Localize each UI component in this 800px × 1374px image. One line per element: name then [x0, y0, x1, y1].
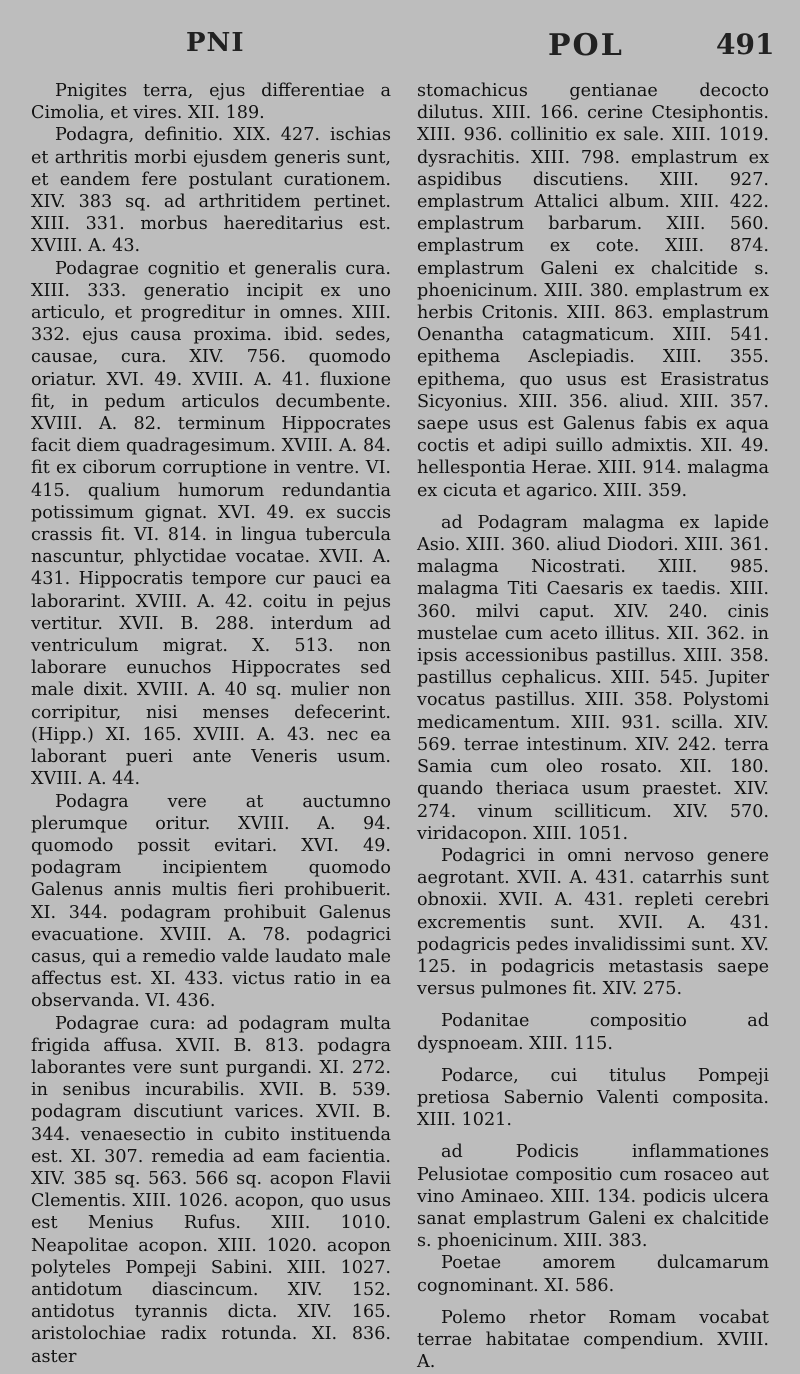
entry-podagrae-cognitio: Podagrae cognitio et generalis cura. XIII. 333. generatio incipit ex uno articulo, et progreditur in omnes. XIII. 332. ejus causa proxima. ibid. sedes, causae, cura. XIV. 756. quomodo oriatur. XVI. 49. XVIII. A. 41. fluxione fit, in pedum articulos decumbente. XVIII. A. 82. terminum Hippocrates facit diem quadragesimum. XVIII. A. 84. fit ex ciborum corruptione in ventre. VI. 415. qualium humorum redundantia potissimum gignat. XVI. 49. ex succis crassis fit. VI. 814. in lingua tubercula nascuntur, phlyctidae vocatae. XVII. A. 431. Hippocratis tempore cur pauci ea laborarint. XVIII. A. 42. coitu in pejus vertitur. XVII. B. 288. interdum ad ventriculum migrat. X. 513. non laborare eunuchos Hippocrates sed male dixit. XVIII. A. 40 sq. mulier non corripitur, nisi menses defecerint. (Hipp.) XI. 165. XVIII. A. 43. nec ea laborant pueri ante Veneris usum. XVIII. A. 44. [31, 258, 391, 790]
running-head-center: POL [548, 28, 624, 63]
entry-podanitae: Podanitae compositio ad dyspnoeam. XIII. 115. [417, 1011, 769, 1054]
page-number: 491 [716, 28, 775, 61]
running-head-left: PNI [186, 28, 245, 58]
entry-poetae: Poetae amorem dulcamarum cognominant. XI. 586. [417, 1253, 769, 1296]
entry-polemo: Polemo rhetor Romam vocabat terrae habitatae compendium. XVIII. A. [417, 1307, 769, 1373]
entry-podicis: ad Podicis inflammationes Pelusiotae compositio cum rosaceo aut vino Aminaeo. XIII. 134. podicis ulcera sanat emplastrum Galeni ex chalcitide s. phoenicinum. XIII. 383. [417, 1142, 769, 1252]
right-column [417, 80, 769, 1373]
entry-ad-podagram: ad Podagram malagma ex lapide Asio. XIII. 360. aliud Diodori. XIII. 361. malagma Nicostrati. XIII. 985. malagma Titi Caesaris ex taedis. XIII. 360. milvi caput. XIV. 240. cinis mustelae cum aceto illitus. XII. 362. in ipsis accessionibus pastillus. XIII. 358. pastillus cephalicus. XIII. 545. Jupiter vocatus pastillus. XIII. 358. Polystomi medicamentum. XIII. 931. scilla. XIV. 569. terrae intestinum. XIV. 242. terra Samia cum oleo rosato. XII. 180. quando theriaca usum praestet. XIV. 274. vinum scilliticum. XIV. 570. viridacopon. XIII. 1051. [417, 512, 769, 844]
left-column [31, 80, 391, 1368]
entry-podagrici: Podagrici in omni nervoso genere aegrotant. XVII. A. 431. catarrhis sunt obnoxii. XVII. A. 431. repleti cerebri excrementis sunt. XVII. A. 431. podagricis pedes invalidissimi sunt. XV. 125. in podagricis metastasis saepe versus pulmones fit. XIV. 275. [417, 845, 769, 1000]
entry-podagra: Podagra, definitio. XIX. 427. ischias et arthritis morbi ejusdem generis sunt, et eandem fere postulant curationem. XIV. 383 sq. ad arthritidem pertinet. XIII. 331. morbus haereditarius est. XVIII. A. 43. [31, 125, 391, 257]
entry-continuation: stomachicus gentianae decocto dilutus. XIII. 166. cerine Ctesiphontis. XIII. 936. collinitio ex sale. XIII. 1019. dysrachitis. XIII. 798. emplastrum ex aspidibus discutiens. XIII. 927. emplastrum Attalici album. XIII. 422. emplastrum barbarum. XIII. 560. emplastrum ex cote. XIII. 874. emplastrum Galeni ex chalcitide s. phoenicinum. XIII. 380. emplastrum ex herbis Critonis. XIII. 863. emplastrum Oenantha catagmaticum. XIII. 541. epithema Asclepiadis. XIII. 355. epithema, quo usus est Erasistratus Sicyonius. XIII. 356. aliud. XIII. 357. saepe usus est Galenus fabis ex aqua coctis et adipi suillo admixtis. XII. 49. hellespontia Herae. XIII. 914. malagma ex cicuta et agarico. XIII. 359. [417, 81, 769, 501]
entry-podagrae-cura: Podagrae cura: ad podagram multa frigida affusa. XVII. B. 813. podagra laborantes vere sunt purgandi. XI. 272. in senibus incurabilis. XVII. B. 539. podagram discutiunt varices. XVII. B. 344. venaesectio in cubito instituenda est. XI. 307. remedia ad eam facientia. XIV. 385 sq. 563. 566 sq. acopon Flavii Clementis. XIII. 1026. acopon, quo usus est Menius Rufus. XIII. 1010. Neapolitae acopon. XIII. 1020. acopon polyteles Pompeji Sabini. XIII. 1027. antidotum diascincum. XIV. 152. antidotus tyrannis dicta. XIV. 165. aristolochiae radix rotunda. XI. 836. aster [31, 1013, 391, 1367]
entry-podarce: Podarce, cui titulus Pompeji pretiosa Sabernio Valenti composita. XIII. 1021. [417, 1065, 769, 1131]
entry-pnigites: Pnigites terra, ejus differentiae a Cimolia, et vires. XII. 189. [31, 81, 391, 124]
entry-podagra-vere: Podagra vere at auctumno plerumque oritur. XVIII. A. 94. quomodo possit evitari. XVI. 49. podagram incipientem quomodo Galenus annis multis fieri prohibuerit. XI. 344. podagram prohibuit Galenus evacuatione. XVIII. A. 78. podagrici casus, qui a remedio valde laudato male affectus est. XI. 433. victus ratio in ea observanda. VI. 436. [31, 791, 391, 1012]
